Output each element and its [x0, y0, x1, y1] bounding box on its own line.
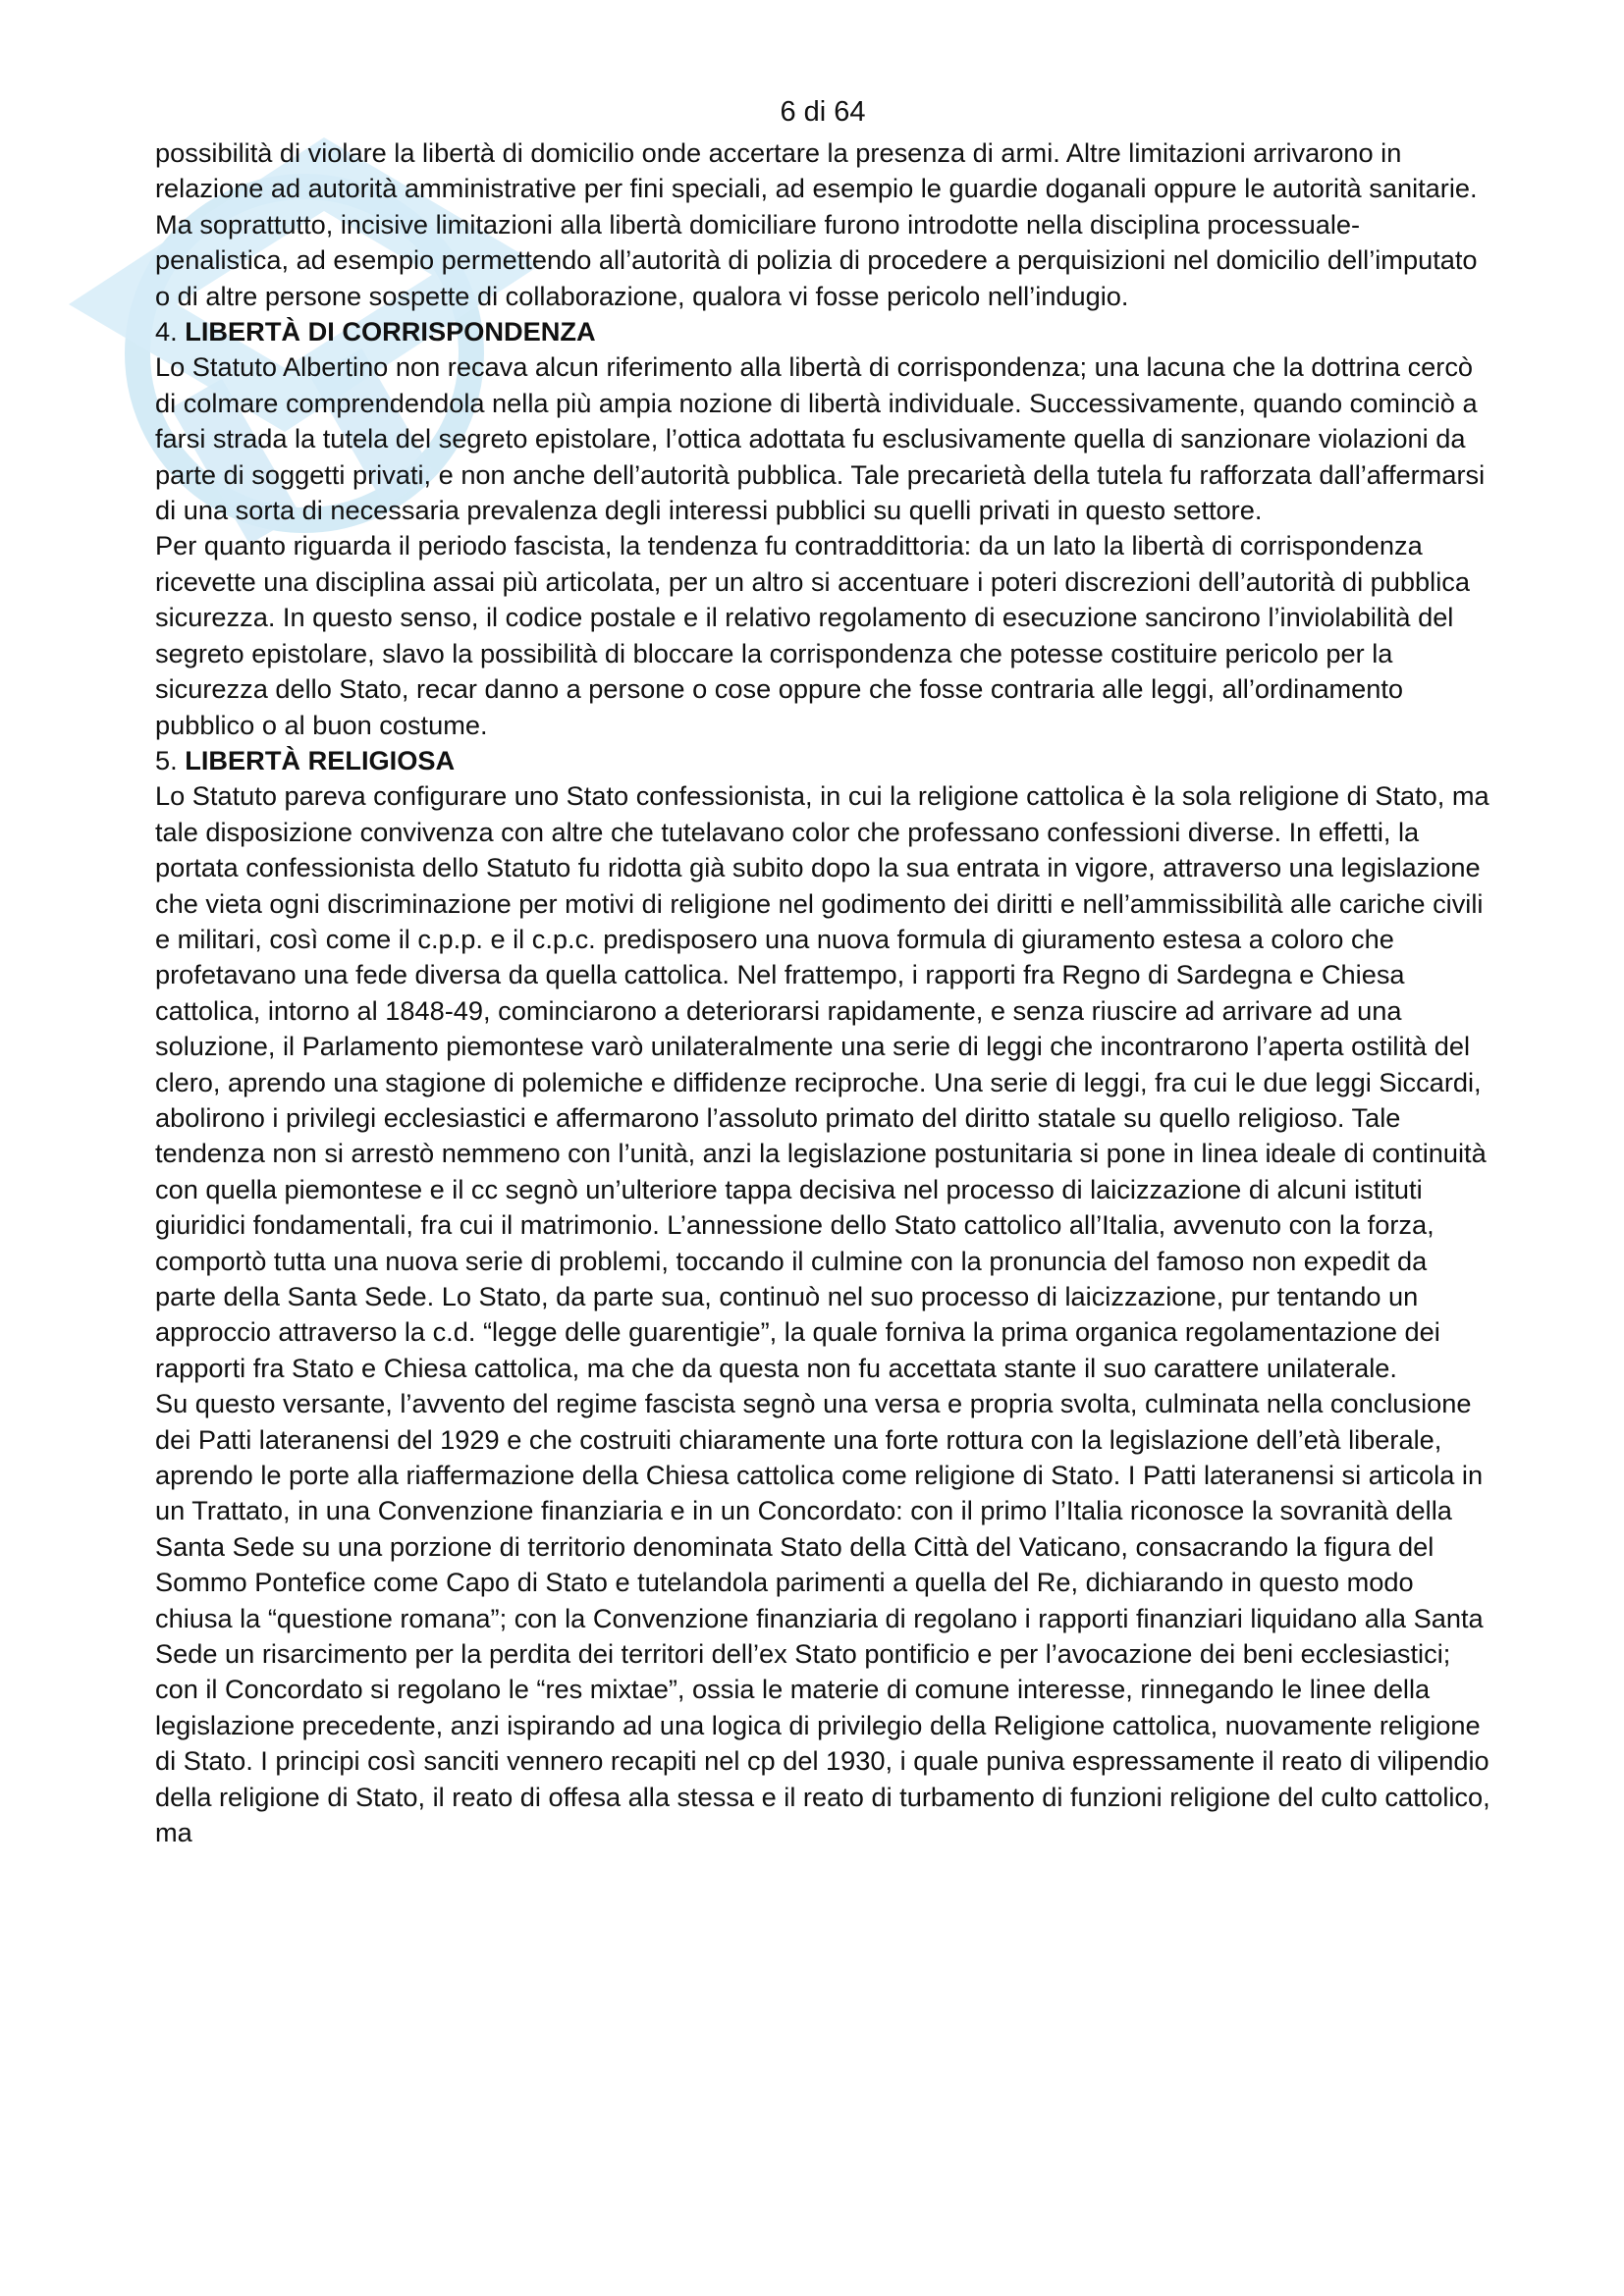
paragraph: possibilità di violare la libertà di domicilio onde accertare la presenza di armi. Altre limitazioni arrivarono in relazione ad autorità amministrative per fini speciali, ad esempio le guardie doganali oppure le autorità sanitarie. Ma soprattutto, incisive limitazioni alla libertà domiciliare furono introdotte nella disciplina processuale-penalistica, ad esempio permettendo all’autorità di polizia di procedere a perquisizioni nel domicilio dell’imputato o di altre persone sospette di collaborazione, qualora vi fosse pericolo nell’indugio. — [155, 137, 1478, 311]
section-title: LIBERTÀ RELIGIOSA — [185, 744, 456, 775]
document-page — [155, 94, 1490, 1851]
section-title: LIBERTÀ DI CORRISPONDENZA — [185, 316, 596, 347]
section-heading — [155, 314, 1490, 349]
section-heading — [155, 743, 1490, 778]
section-number: 5. — [155, 744, 178, 775]
page-number: 6 di 64 — [780, 96, 866, 128]
document-body — [155, 135, 1490, 1851]
section-number: 4. — [155, 316, 178, 347]
paragraph: Lo Statuto pareva configurare uno Stato confessionista, in cui la religione cattolica è la sola religione di Stato, ma tale disposizione convivenza con altre che tutelavano color che professano confessioni diverse. In effetti, la portata confessionista dello Statuto fu ridotta già subito dopo la sua entrata in vigore, attraverso una legislazione che vieta ogni discriminazione per motivi di religione nel godimento dei diritti e nell’ammissibilità alle cariche civili e militari, così come il c.p.p. e il c.p.c. predisposero una nuova formula di giuramento estesa a coloro che profetavano una fede diversa da quella cattolica. Nel frattempo, i rapporti fra Regno di Sardegna e Chiesa cattolica, intorno al 1848-49, cominciarono a deteriorarsi rapidamente, e senza riuscire ad arrivare ad una soluzione, il Parlamento piemontese varò unilateralmente una serie di leggi che incontrarono l’aperta ostilità del clero, aprendo una stagione di polemiche e diffidenze reciproche. Una serie di leggi, fra cui le due leggi Siccardi, abolirono i privilegi ecclesiastici e affermarono l’assoluto primato del diritto statale su quello religioso. Tale tendenza non si arrestò nemmeno con l’unità, anzi la legislazione postunitaria si pone in linea ideale di continuità con quella piemontese e il cc segnò un’ulteriore tappa decisiva nel processo di laicizzazione di alcuni istituti giuridici fondamentali, fra cui il matrimonio. L’annessione dello Stato cattolico all’Italia, avvenuto con la forza, comportò tutta una nuova serie di problemi, toccando il culmine con la pronuncia del famoso non expedit da parte della Santa Sede. Lo Stato, da parte sua, continuò nel suo processo di laicizzazione, pur tentando un approccio attraverso la c.d. “legge delle guarentigie”, la quale forniva la prima organica regolamentazione dei rapporti fra Stato e Chiesa cattolica, ma che da questa non fu accettata stante il suo carattere unilaterale. — [155, 780, 1489, 1383]
paragraph: Per quanto riguarda il periodo fascista, la tendenza fu contraddittoria: da un lato la libertà di corrispondenza ricevette una disciplina assai più articolata, per un altro si accentuare i poteri discrezioni dell’autorità di pubblica sicurezza. In questo senso, il codice postale e il relativo regolamento di esecuzione sancirono l’inviolabilità del segreto epistolare, slavo la possibilità di bloccare la corrispondenza che potesse costituire pericolo per la sicurezza dello Stato, recar danno a persone o cose oppure che fosse contraria alle leggi, all’ordinamento pubblico o al buon costume. — [155, 530, 1470, 740]
paragraph: Lo Statuto Albertino non recava alcun riferimento alla libertà di corrispondenza; una lacuna che la dottrina cercò di colmare comprendendola nella più ampia nozione di libertà individuale. Successivamente, quando cominciò a farsi strada la tutela del segreto epistolare, l’ottica adottata fu esclusivamente quella di sanzionare violazioni da parte di soggetti privati, e non anche dell’autorità pubblica. Tale precarietà della tutela fu rafforzata dall’affermarsi di una sorta di necessaria prevalenza degli interessi pubblici su quelli privati in questo settore. — [155, 351, 1486, 526]
paragraph: Su questo versante, l’avvento del regime fascista segnò una versa e propria svolta, culminata nella conclusione dei Patti lateranensi del 1929 e che costruiti chiaramente una forte rottura con la legislazione dell’età liberale, aprendo le porte alla riaffermazione della Chiesa cattolica come religione di Stato. I Patti lateranensi si articola in un Trattato, in una Convenzione finanziaria e in un Concordato: con il primo l’Italia riconosce la sovranità della Santa Sede su una porzione di territorio denominata Stato della Città del Vaticano, consacrando la figura del Sommo Pontefice come Capo di Stato e tutelandola parimenti a quella del Re, dichiarando in questo modo chiusa la “questione romana”; con la Convenzione finanziaria di regolano i rapporti finanziari liquidano alla Santa Sede un risarcimento per la perdita dei territori dell’ex Stato pontificio e per l’avocazione dei beni ecclesiastici; con il Concordato si regolano le “res mixtae”, ossia le materie di comune interesse, rinnegando le linee della legislazione precedente, anzi ispirando ad una logica di privilegio della Religione cattolica, nuovamente religione di Stato. I principi così sanciti vennero recapiti nel cp del 1930, i quale puniva espressamente il reato di vilipendio della religione di Stato, il reato di offesa alla stessa e il reato di turbamento di funzioni religione del culto cattolico, ma — [155, 1388, 1490, 1848]
